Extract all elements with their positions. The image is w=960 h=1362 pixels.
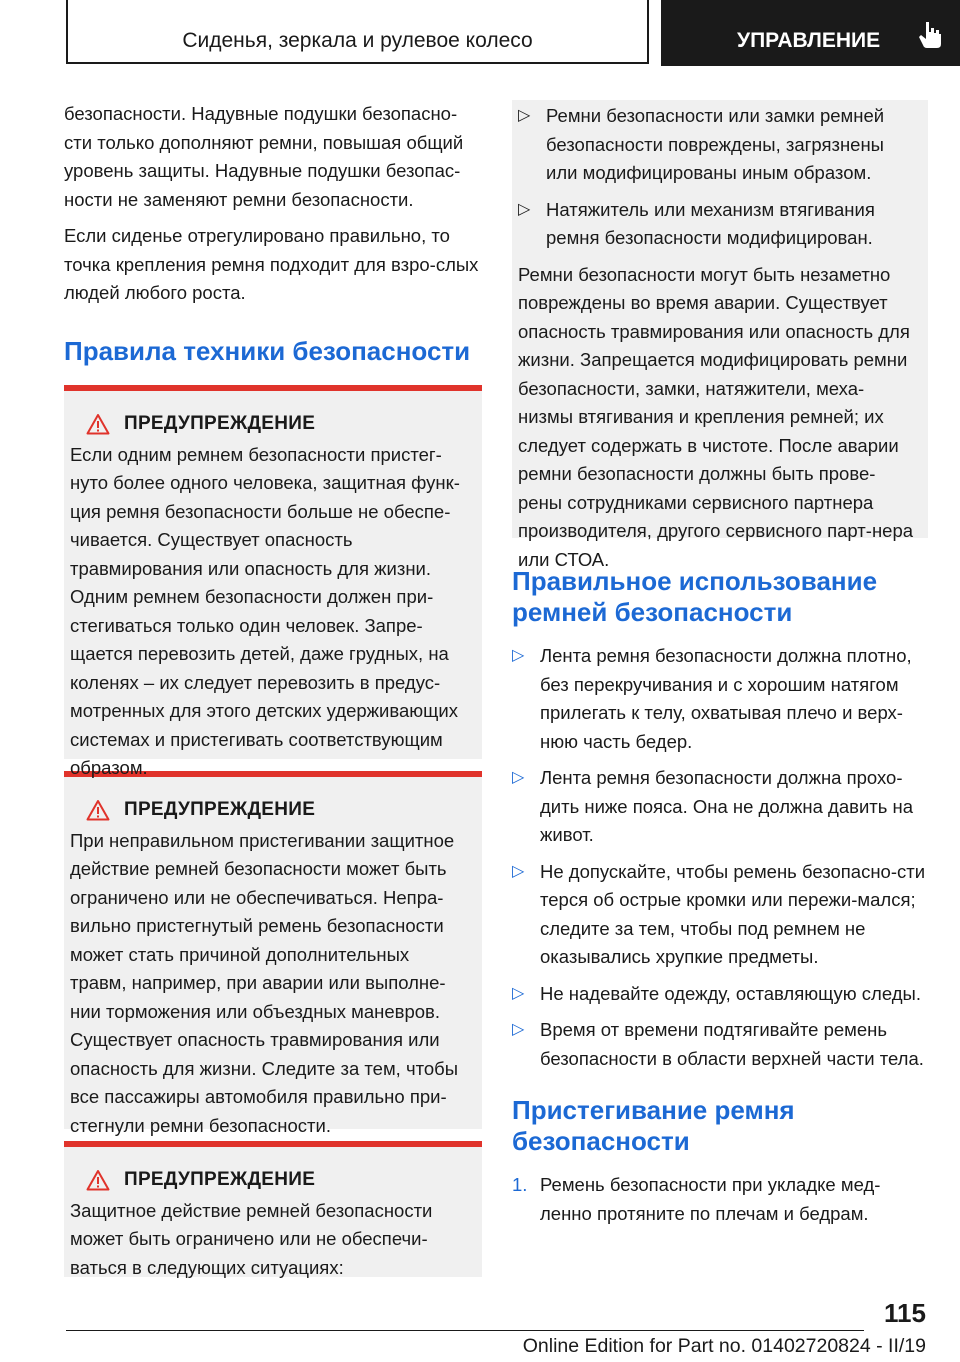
usage-heading: Правильное использование ремней безопасности (512, 566, 878, 627)
triangle-bullet-icon: ▷ (512, 862, 525, 880)
warning-triangle-icon (86, 1169, 110, 1191)
section-title: Сиденья, зеркала и рулевое колесо (66, 0, 649, 64)
list-item: ▷ Ремни безопасности или замки ремней безопасности повреждены, загрязнены или модифицированы иным образом. (518, 102, 918, 188)
fasten-heading: Пристегивание ремня безопасности (512, 1095, 795, 1156)
list-item: ▷ Не надевайте одежду, оставляющую следы. (512, 980, 928, 1009)
steps-list (512, 1171, 928, 1228)
list-item: ▷ Не допускайте, чтобы ремень безопасно-сти терся об острые кромки или пережи-мался; следите за тем, чтобы под ремнем не оказывались хрупкие предметы. (512, 858, 928, 972)
page-number: 115 (884, 1298, 926, 1328)
warning-triangle-icon (86, 413, 110, 435)
warning-text: При неправильном пристегивании защитное действие ремней безопасности может быть ограничено или не обеспечиваться. Непра-вильно пристегнутый ремень безопасности может стать причиной дополнительных травм, например, при аварии или выполне-нии торможения или объездных маневров. Существует опасность травмирования или опасность для жизни. Следите за тем, чтобы все пассажиры автомобиля правильно при-стегнули ремни безопасности. (70, 829, 459, 1136)
left-column (64, 100, 482, 1277)
footer-divider (66, 1330, 864, 1331)
warning-continuation-box (512, 100, 928, 570)
triangle-bullet-icon: ▷ (512, 1021, 525, 1038)
warning-box (64, 385, 482, 778)
list-item: ▷ Время от времени подтягивайте ремень безопасности в области верхней части тела. (512, 1016, 928, 1073)
triangle-bullet-icon: ▷ (512, 984, 525, 1002)
usage-list (512, 642, 928, 1073)
right-column (512, 100, 928, 1236)
warning-box (64, 771, 482, 1136)
list-item: ▷ Лента ремня безопасности должна плотно, без перекручивания и с хорошим натягом прилегать к телу, охватывая плечо и верх-нюю часть бедер. (512, 642, 928, 756)
safety-heading: Правила техники безопасности (64, 335, 471, 366)
triangle-bullet-icon: ▷ (518, 200, 531, 218)
intro-paragraph: безопасности. Надувные подушки безопасно-сти только дополняют ремни, повышая общий уровень защиты. Надувные подушки безопас-ности не заменяют ремни безопасности. (64, 103, 464, 210)
warning-title: ПРЕДУПРЕЖДЕНИЕ (124, 798, 316, 820)
triangle-bullet-icon: ▷ (518, 107, 531, 124)
warning-box (64, 1141, 482, 1277)
triangle-bullet-icon: ▷ (512, 769, 525, 786)
warning-triangle-icon (86, 799, 110, 821)
list-item: ▷ Лента ремня безопасности должна прохо-дить ниже пояса. Она не должна давить на живот. (512, 764, 928, 850)
list-item: ▷ Натяжитель или механизм втягивания ремня безопасности модифицирован. (518, 196, 918, 253)
warning-title: ПРЕДУПРЕЖДЕНИЕ (124, 412, 316, 434)
step-text: Ремень безопасности при укладке мед-ленно протяните по плечам и бедрам. (540, 1174, 881, 1224)
step-number: 1. (512, 1174, 528, 1195)
steering-hand-icon (917, 20, 943, 50)
triangle-bullet-icon: ▷ (512, 647, 525, 664)
intro-paragraph: Если сиденье отрегулировано правильно, то точка крепления ремня подходит для взро-слых людей любого роста. (64, 225, 479, 303)
edition-text: Online Edition for Part no. 01402720824 - II/19 (522, 1335, 926, 1357)
chapter-tab-label: УПРАВЛЕНИЕ (737, 29, 881, 52)
warning-text: Если одним ремнем безопасности пристег-нуто более одного человека, защитная функ-ция ремня безопасности больше не обеспе-чивается. Существует опасность травмирования или опасность для жизни. Одним ремнем безопасности должен при-стегиваться только один человек. Запре-щается перевозить детей, даже грудных, на коленях – их следует перевозить в предус-мотренных для этого детских удерживающих системах и пристегивать соответствующим образом. (70, 443, 460, 778)
chapter-tab[interactable] (661, 0, 960, 66)
warning-text: Ремни безопасности могут быть незаметно повреждены во время аварии. Существует опасность травмирования или опасность для жизни. Запрещается модифицировать ремни безопасности, замки, натяжители, меха-низмы втягивания и крепления ремней; их следует содержать в чистоте. После аварии ремни безопасности должны быть прове-рены сотрудниками сервисного партнера производителя, другого сервисного парт-нера или СТОА. (518, 263, 914, 570)
warning-title: ПРЕДУПРЕЖДЕНИЕ (124, 1168, 316, 1190)
page-header (0, 0, 960, 66)
warning-text: Защитное действие ремней безопасности может быть ограничено или не обеспечи-ваться в следующих ситуациях: (70, 1199, 433, 1278)
step-item (512, 1171, 928, 1228)
